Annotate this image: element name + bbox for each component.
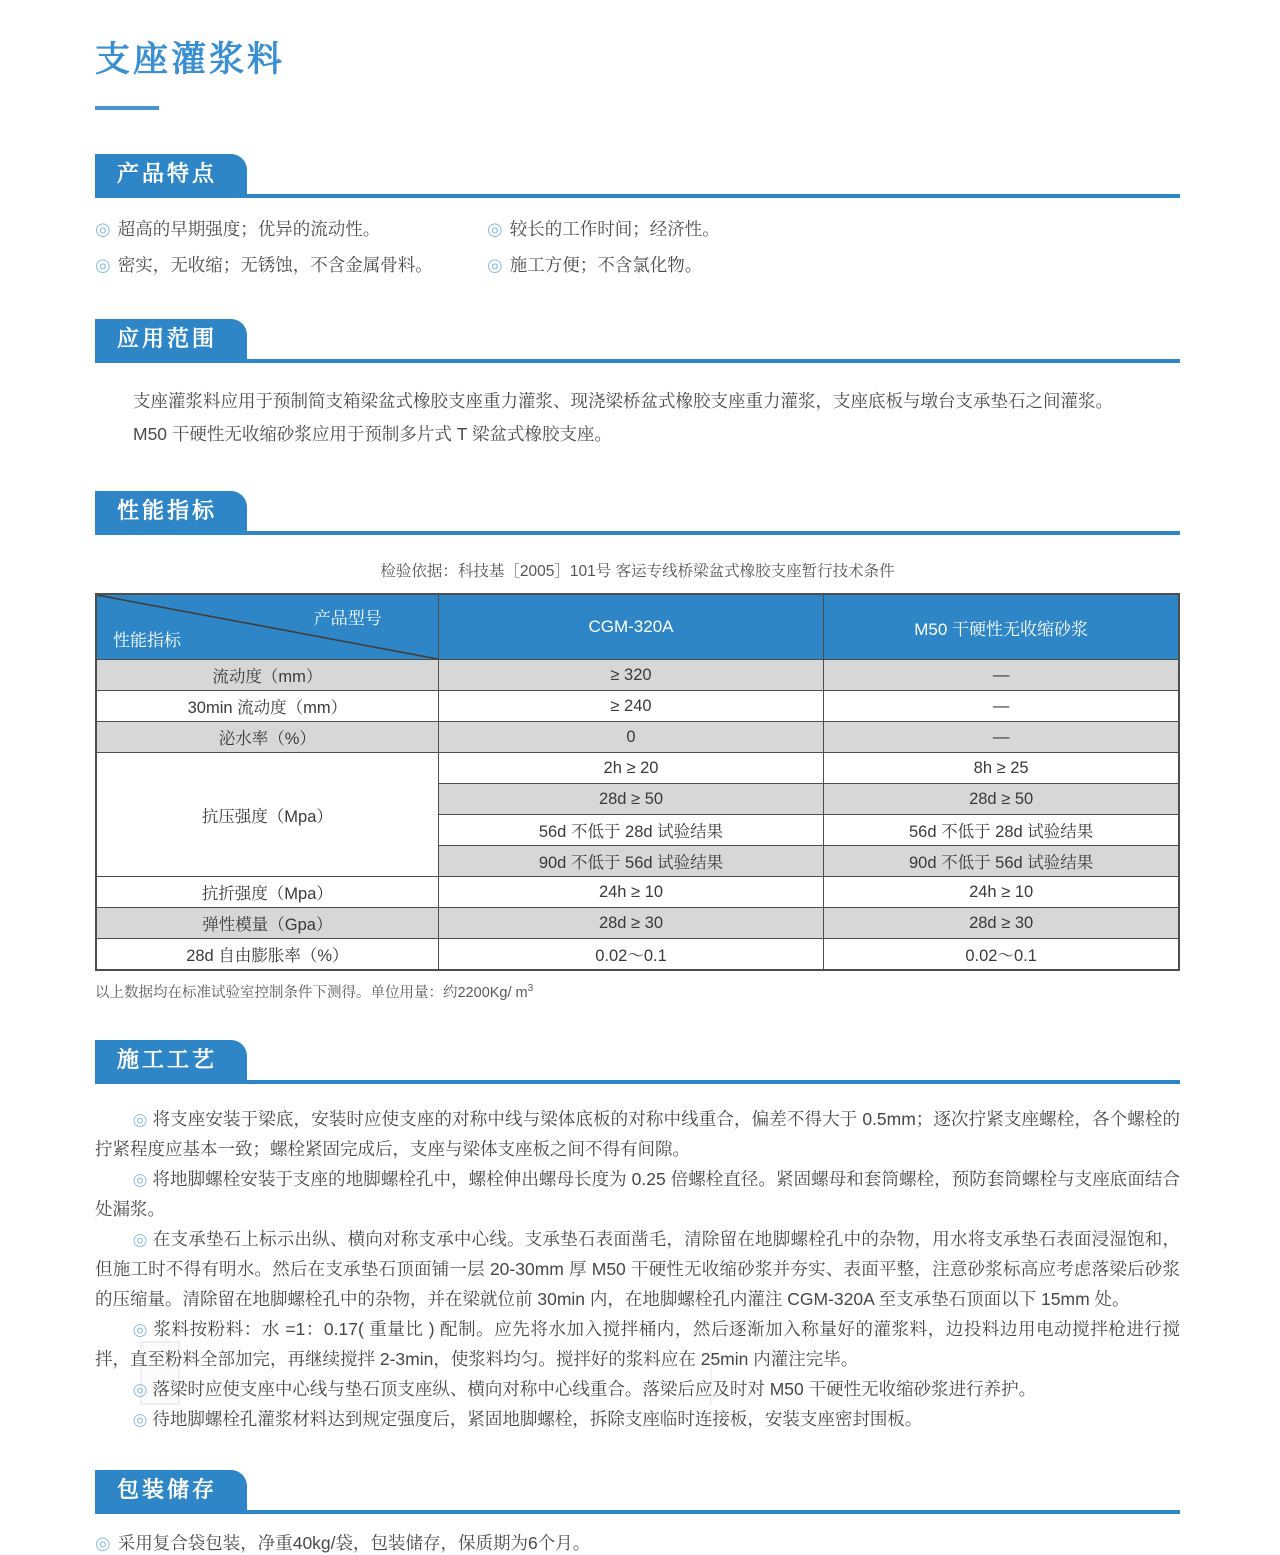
cell-value: 28d ≥ 50 — [824, 784, 1179, 815]
corner-label-performance-index: 性能指标 — [113, 631, 181, 650]
step-text: 将地脚螺栓安装于支座的地脚螺栓孔中，螺栓伸出螺母长度为 0.25 倍螺栓直径。紧固螺母和套筒螺栓，预防套筒螺栓与支座底面结合处漏浆。 — [95, 1169, 1180, 1219]
column-header: M50 干硬性无收缩砂浆 — [824, 594, 1179, 660]
ring-bullet-icon: ◎ — [487, 254, 503, 275]
cell-value: 56d 不低于 28d 试验结果 — [824, 815, 1179, 846]
footnote-text: 以上数据均在标准试验室控制条件下测得。单位用量：约2200Kg/ m — [95, 985, 528, 1001]
cell-value: — — [824, 660, 1179, 691]
ring-bullet-icon: ◎ — [132, 1230, 148, 1249]
table-corner-cell — [96, 594, 438, 660]
cell-value: 24h ≥ 10 — [824, 877, 1179, 908]
list-item — [95, 252, 487, 277]
cell-value: — — [824, 722, 1179, 753]
construction-steps — [95, 1104, 1180, 1434]
ring-bullet-icon: ◎ — [132, 1380, 148, 1399]
section-header — [95, 154, 1180, 198]
ring-bullet-icon: ◎ — [132, 1410, 148, 1429]
table-row — [96, 877, 1179, 908]
section-header — [95, 1470, 1180, 1514]
row-label: 抗压强度（Mpa） — [96, 753, 438, 877]
feature-text: 施工方便；不含氯化物。 — [509, 255, 703, 275]
step-text: 浆料按粉料：水 =1：0.17( 重量比 ) 配制。应先将水加入搅拌桶内，然后逐渐加入称量好的灌浆料，边投料边用电动搅拌枪进行搅拌，直至粉料全部加完，再继续搅拌 2-3min，使浆料均匀。搅拌好的浆料应在 25min 内灌注完毕。 — [95, 1319, 1180, 1369]
section-heading-tab: 应用范围 — [95, 319, 247, 359]
column-header: CGM-320A — [438, 594, 824, 660]
table-row — [96, 691, 1179, 722]
footnote-superscript: 3 — [527, 983, 534, 995]
ring-bullet-icon: ◎ — [132, 1170, 148, 1189]
features-list — [95, 216, 1180, 277]
cell-value: ≥ 240 — [438, 691, 824, 722]
cell-value: 28d ≥ 30 — [438, 908, 824, 939]
cell-value: 0.02～0.1 — [438, 939, 824, 971]
construction-step — [95, 1224, 1180, 1314]
cell-value: 8h ≥ 25 — [824, 753, 1179, 784]
page-title: 支座灌浆料 — [95, 40, 286, 79]
row-label: 流动度（mm） — [96, 660, 438, 691]
section-heading-tab: 施工工艺 — [95, 1040, 247, 1080]
construction-step — [95, 1404, 1180, 1434]
construction-step — [95, 1164, 1180, 1224]
packaging-text: 采用复合袋包装，净重40kg/袋，包装储存，保质期为6个月。 — [117, 1533, 591, 1553]
feature-text: 密实，无收缩；无锈蚀，不含金属骨料。 — [117, 255, 433, 275]
ring-bullet-icon: ◎ — [95, 254, 111, 275]
ring-bullet-icon: ◎ — [132, 1320, 149, 1339]
list-item — [487, 252, 1180, 277]
cell-value: 28d ≥ 30 — [824, 908, 1179, 939]
row-label: 泌水率（%） — [96, 722, 438, 753]
row-label: 抗折强度（Mpa） — [96, 877, 438, 908]
section-packaging-storage — [95, 1470, 1180, 1555]
cell-value: 90d 不低于 56d 试验结果 — [438, 846, 824, 877]
section-heading-tab: 性能指标 — [95, 491, 247, 531]
section-heading-tab: 产品特点 — [95, 154, 247, 194]
table-footnote — [95, 981, 1180, 1002]
section-performance-index — [95, 491, 1180, 1002]
section-header — [95, 1040, 1180, 1084]
application-line: M50 干硬性无收缩砂浆应用于预制多片式 T 梁盆式橡胶支座。 — [133, 424, 613, 444]
application-line: 支座灌浆料应用于预制简支箱梁盆式橡胶支座重力灌浆、现浇梁桥盆式橡胶支座重力灌浆，支座底板与墩台支承垫石之间灌浆。 — [133, 391, 1113, 411]
performance-table — [95, 593, 1180, 971]
list-item — [487, 216, 1180, 241]
cell-value: 56d 不低于 28d 试验结果 — [438, 815, 824, 846]
ring-bullet-icon: ◎ — [487, 218, 503, 239]
table-row — [96, 908, 1179, 939]
cell-value: 28d ≥ 50 — [438, 784, 824, 815]
ring-bullet-icon: ◎ — [132, 1110, 148, 1129]
cell-value: 2h ≥ 20 — [438, 753, 824, 784]
section-product-features — [95, 154, 1180, 277]
construction-step — [95, 1374, 1180, 1404]
table-row — [96, 753, 1179, 784]
ring-bullet-icon: ◎ — [95, 218, 111, 239]
cell-value: 90d 不低于 56d 试验结果 — [824, 846, 1179, 877]
test-basis-text: 检验依据：科技基［2005］101号 客运专线桥梁盆式橡胶支座暂行技术条件 — [380, 563, 895, 580]
construction-step — [95, 1314, 1180, 1374]
table-row — [96, 722, 1179, 753]
row-label: 30min 流动度（mm） — [96, 691, 438, 722]
cell-value: ≥ 320 — [438, 660, 824, 691]
construction-step — [95, 1104, 1180, 1164]
feature-text: 超高的早期强度；优异的流动性。 — [117, 219, 381, 239]
list-item — [95, 1530, 1180, 1555]
step-text: 落梁时应使支座中心线与垫石顶支座纵、横向对称中心线重合。落梁后应及时对 M50 干硬性无收缩砂浆进行养护。 — [152, 1379, 1037, 1399]
cell-value: 0.02～0.1 — [824, 939, 1179, 971]
cell-value: 24h ≥ 10 — [438, 877, 824, 908]
row-label: 28d 自由膨胀率（%） — [96, 939, 438, 971]
step-text: 待地脚螺栓孔灌浆材料达到规定强度后，紧固地脚螺栓，拆除支座临时连接板，安装支座密封围板。 — [152, 1409, 923, 1429]
section-application-scope — [95, 319, 1180, 451]
section-heading-tab: 包装储存 — [95, 1470, 247, 1510]
row-label: 弹性模量（Gpa） — [96, 908, 438, 939]
cell-value: 0 — [438, 722, 824, 753]
section-header — [95, 491, 1180, 535]
ring-bullet-icon: ◎ — [95, 1532, 111, 1553]
cell-value: — — [824, 691, 1179, 722]
list-item — [95, 216, 487, 241]
table-row — [96, 939, 1179, 971]
feature-text: 较长的工作时间；经济性。 — [509, 219, 720, 239]
step-text: 将支座安装于梁底，安装时应使支座的对称中线与梁体底板的对称中线重合，偏差不得大于 0.5mm；逐次拧紧支座螺栓，各个螺栓的拧紧程度应基本一致；螺栓紧固完成后，支座与梁体支座板之间不得有间隙。 — [95, 1109, 1180, 1159]
section-header — [95, 319, 1180, 363]
step-text: 在支承垫石上标示出纵、横向对称支承中心线。支承垫石表面凿毛，清除留在地脚螺栓孔中的杂物，用水将支承垫石表面浸湿饱和，但施工时不得有明水。然后在支承垫石顶面铺一层 20-30mm 厚 M50 干硬性无收缩砂浆并夯实、表面平整，注意砂浆标高应考虑落梁后砂浆的压缩量。清除留在地脚螺栓孔中的杂物，并在梁就位前 30min 内，在地脚螺栓孔内灌注 CGM-320A 至支承垫石顶面以下 15mm 处。 — [95, 1229, 1180, 1309]
table-row — [96, 660, 1179, 691]
corner-label-product-model: 产品型号 — [313, 609, 382, 628]
section-construction-process — [95, 1040, 1180, 1434]
application-paragraph — [95, 385, 1180, 451]
